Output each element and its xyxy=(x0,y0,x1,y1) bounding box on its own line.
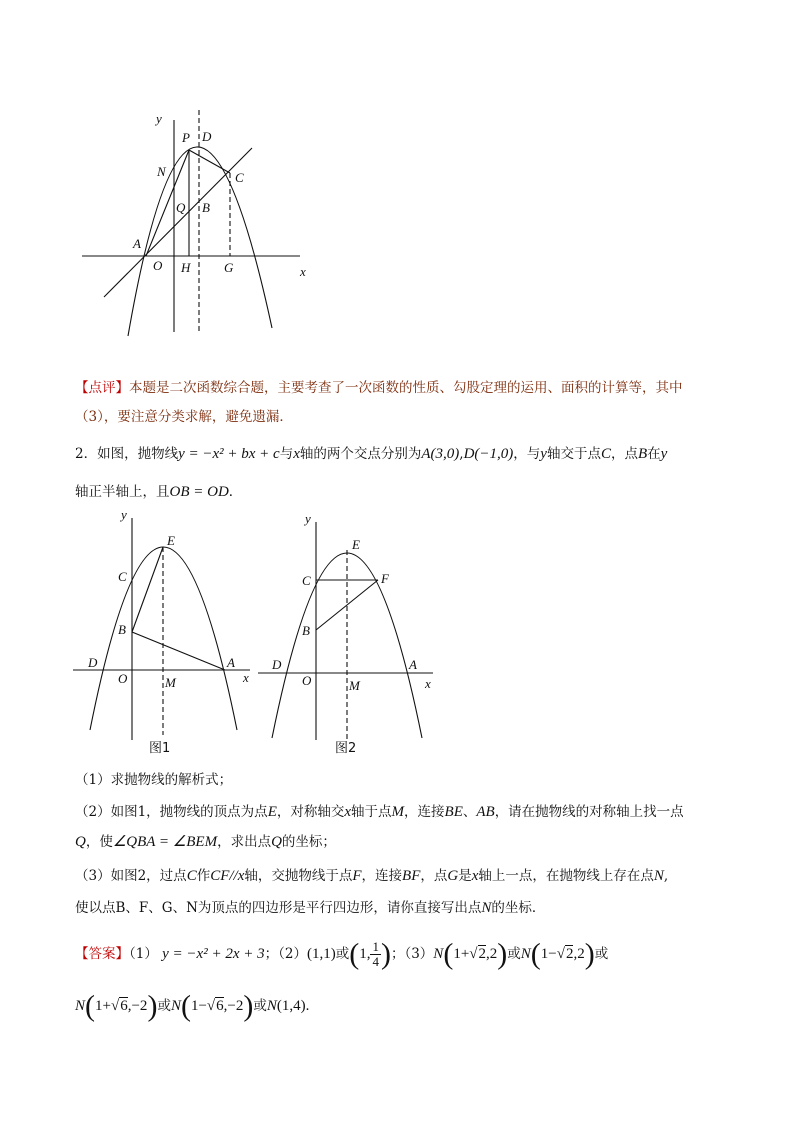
n5-label: N xyxy=(266,998,277,1014)
label-o: O xyxy=(302,673,312,688)
label-c: C xyxy=(235,170,244,185)
n1-a: 1+ xyxy=(453,946,470,962)
var-y: y xyxy=(540,446,547,462)
q3-text-f: 是 xyxy=(458,868,472,884)
q2-text-a: （2）如图1，抛物线的顶点为点 xyxy=(75,804,268,820)
var-c: C xyxy=(186,868,197,884)
answer-eq1: y = −x² + 2x + 3 xyxy=(162,946,265,962)
label-h: H xyxy=(181,260,191,275)
label-o: O xyxy=(118,671,128,686)
intro-e: 轴交于点 xyxy=(546,446,601,462)
q3-text-b: 作 xyxy=(196,868,211,884)
answer-2a: (1,1) xyxy=(306,946,336,962)
ob-od: OB = OD xyxy=(169,484,229,500)
label-o: O xyxy=(153,258,163,273)
var-g: G xyxy=(447,868,459,884)
n4-label: N xyxy=(170,998,181,1014)
q3-text-e: ，点 xyxy=(420,868,448,884)
q3-text-h: 使以点B、F、G、N为顶点的四边形是平行四边形，请你直接写出点 xyxy=(75,900,482,916)
cf-parallel: CF//x xyxy=(210,868,245,884)
label-e: E xyxy=(167,533,175,548)
parabola xyxy=(128,147,272,336)
n4-b: ,−2 xyxy=(223,998,244,1014)
label-f: F xyxy=(381,571,389,586)
var-x: x xyxy=(293,446,300,462)
label-a: A xyxy=(409,657,417,672)
var-n2: N xyxy=(481,900,492,916)
problem-number: 2． xyxy=(75,446,98,462)
ans-or2: 或 xyxy=(507,946,521,962)
label-b: B xyxy=(202,200,210,215)
label-b: B xyxy=(118,622,126,637)
comment-line-2: （3），要注意分类求解，避免遗漏． xyxy=(75,409,293,425)
label-c: C xyxy=(118,569,127,584)
label-m: M xyxy=(165,675,176,690)
intro-b: 与 xyxy=(279,446,294,462)
label-e: E xyxy=(352,537,360,552)
n1-b: ,2 xyxy=(486,946,498,962)
n2-b: ,2 xyxy=(573,946,585,962)
n2-r: 2 xyxy=(565,946,574,962)
n1-r: 2 xyxy=(478,946,487,962)
segment-nc xyxy=(174,171,230,173)
label-g: G xyxy=(224,260,234,275)
answer-tag: 【答案】 xyxy=(75,946,129,962)
label-b: B xyxy=(302,623,310,638)
answer-period: . xyxy=(305,998,310,1014)
n3-b: ,−2 xyxy=(127,998,148,1014)
figure-2 xyxy=(70,505,260,760)
angle-eq: ∠QBA = ∠BEM xyxy=(112,834,218,850)
intro-f: ，点 xyxy=(610,446,638,462)
n3-a: 1+ xyxy=(95,998,111,1014)
n5: (1,4) xyxy=(276,998,306,1014)
segment-pc xyxy=(189,150,230,173)
q3-text-d: ，连接 xyxy=(361,868,403,884)
var-n: N xyxy=(653,868,664,884)
var-c: C xyxy=(600,446,611,462)
label-m: M xyxy=(349,678,360,693)
var-y2: y xyxy=(660,446,668,462)
comment-line-1 xyxy=(75,378,683,398)
answer-2b-frac xyxy=(370,940,381,969)
var-m: M xyxy=(391,804,405,820)
ans-or1: 或 xyxy=(335,946,350,962)
n3-label: N xyxy=(75,998,86,1014)
question-2-line-2 xyxy=(75,832,336,852)
label-a: A xyxy=(133,236,141,251)
intro-d: ，与 xyxy=(513,446,541,462)
frac-num: 1 xyxy=(372,939,379,954)
segment-be xyxy=(132,547,163,632)
q2-text-d: ，连接 xyxy=(404,804,445,820)
var-b: B xyxy=(637,446,648,462)
label-x: x xyxy=(243,670,249,685)
label-c: C xyxy=(302,573,311,588)
comment-text-1: 本题是二次函数综合题，主要考查了一次函数的性质、勾股定理的运用、面积的计算等，其中 xyxy=(129,380,683,396)
caption-fig2: 图2 xyxy=(335,741,357,756)
label-y: y xyxy=(156,111,162,126)
label-d: D xyxy=(272,657,282,672)
label-n: N xyxy=(157,164,166,179)
q2-text-b: ，对称轴交 xyxy=(276,804,345,820)
figure-1 xyxy=(80,108,320,343)
n2-a: 1− xyxy=(540,946,557,962)
segment-ba xyxy=(132,632,225,670)
caption-fig1: 图1 xyxy=(149,741,171,756)
q2-text-g: ，使 xyxy=(85,834,113,850)
var-f: F xyxy=(352,868,362,884)
label-x: x xyxy=(425,676,431,691)
point-a: A(3,0) xyxy=(421,446,460,462)
q2-text-e: 、 xyxy=(462,804,477,820)
question-3-line-2 xyxy=(75,898,545,918)
problem2-line-1: 2．如图，抛物线y = −x² + bx + c与x轴的两个交点分别为A(3,0),D(−1,0)，与y轴交于点C，点B在y xyxy=(75,446,668,462)
label-y: y xyxy=(121,507,127,522)
intro-g: 在 xyxy=(647,446,661,462)
point-d: D(−1,0) xyxy=(463,446,514,462)
question-1: （1）求抛物线的解析式； xyxy=(75,772,233,788)
n3-r: 6 xyxy=(120,998,128,1014)
label-q: Q xyxy=(176,200,186,215)
question-3-line-1: （3）如图2，过点C作CF//x轴，交抛物线于点F，连接BF，点G是x轴上一点，在抛物线上存在点N, xyxy=(75,868,669,884)
frac-den: 4 xyxy=(372,954,379,969)
seg-be: BE xyxy=(444,804,463,820)
var-e: E xyxy=(267,804,277,820)
comment-tag: 【点评】 xyxy=(75,380,129,396)
q3-text-g: 轴上一点，在抛物线上存在点 xyxy=(478,868,654,884)
q2-text-f: ，请在抛物线的对称轴上找一点 xyxy=(494,804,684,820)
var-q: Q xyxy=(75,834,86,850)
intro-c: 轴的两个交点分别为 xyxy=(299,446,422,462)
q3-text-i: 的坐标． xyxy=(491,900,546,916)
var-x: x xyxy=(344,804,352,820)
q2-text-i: 的坐标； xyxy=(281,834,336,850)
label-a: A xyxy=(227,655,235,670)
intro-a: 如图，抛物线 xyxy=(97,446,179,462)
line2-b: ． xyxy=(228,484,243,500)
q3-text-c: 轴，交抛物线于点 xyxy=(244,868,353,884)
q2-text-c: 轴于点 xyxy=(351,804,392,820)
q2-text-h: ，求出点 xyxy=(217,834,272,850)
ans-sep1: ；（2） xyxy=(264,946,307,962)
label-p: P xyxy=(182,130,190,145)
label-d: D xyxy=(202,129,212,144)
ans-or5: 或 xyxy=(253,998,267,1014)
label-x: x xyxy=(300,264,306,279)
seg-ab: AB xyxy=(476,804,495,820)
ans-or3: 或 xyxy=(594,946,609,962)
n1-label: N xyxy=(433,946,444,962)
label-d: D xyxy=(88,655,98,670)
n2-label: N xyxy=(520,946,531,962)
n4-a: 1− xyxy=(190,998,207,1014)
answer-line-1: 【答案】（1） y = −x² + 2x + 3；（2）(1,1)或(1, $\frac{1}{4}$ )；（3）N(1+√2,2)或N(1−√2,2)或 xyxy=(75,937,609,971)
ans-sep2: ；（3） xyxy=(390,946,434,962)
label-y: y xyxy=(305,511,311,526)
answer-2b-pre: 1, xyxy=(359,946,371,962)
var-q2: Q xyxy=(271,834,282,850)
ans-p1: （1） xyxy=(129,946,158,962)
figure-3 xyxy=(255,505,445,760)
line2-a: 轴正半轴上，且 xyxy=(75,484,170,500)
ans-or4: 或 xyxy=(157,998,171,1014)
parabola-equation: y = −x² + bx + c xyxy=(178,446,280,462)
question-2-line-1 xyxy=(75,802,684,822)
var-x3: x xyxy=(471,868,479,884)
q3-text-a: （3）如图2，过点 xyxy=(75,868,187,884)
answer-line-2: N(1+√6,−2)或N(1−√6,−2)或N(1,4). xyxy=(75,989,310,1023)
problem2-line-2 xyxy=(75,482,242,502)
seg-bf: BF xyxy=(402,868,421,884)
n4-r: 6 xyxy=(216,998,224,1014)
